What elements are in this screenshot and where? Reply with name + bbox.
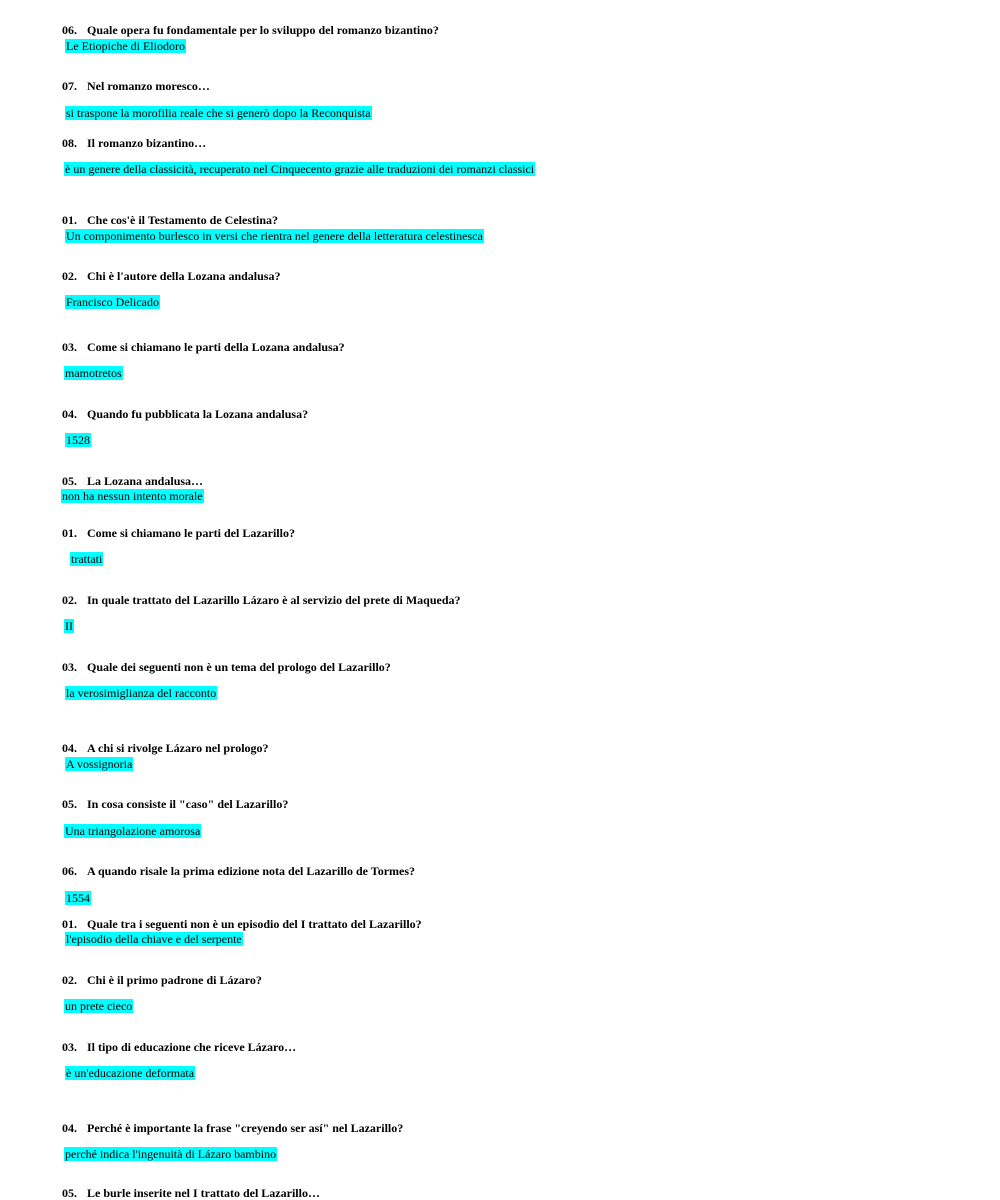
question-line [62,526,295,540]
answer-highlight: mamotretos [65,366,122,380]
question-number: 03. [62,660,77,674]
question-line [62,660,391,674]
question-line [62,741,269,755]
question-text: La Lozana andalusa… [87,474,204,488]
answer-highlight: l'episodio della chiave e del serpente [66,932,242,946]
answer-highlight: si traspone la morofilia reale che si generò dopo la Reconquista [66,106,371,120]
question-line [62,973,262,987]
question-line [62,269,280,283]
answer-highlight: II [65,619,73,633]
question-text: Le burle inserite nel I trattato del Lazarillo… [87,1186,320,1200]
question-number: 02. [62,269,77,283]
question-number: 06. [62,864,77,878]
question-text: Chi è il primo padrone di Lázaro? [87,973,262,987]
question-text: A chi si rivolge Lázaro nel prologo? [87,741,269,755]
question-text: Quando fu pubblicata la Lozana andalusa? [87,407,309,421]
question-text: Perché è importante la frase "creyendo ser así" nel Lazarillo? [87,1121,404,1135]
question-text: Come si chiamano le parti della Lozana andalusa? [87,340,345,354]
question-line [62,1040,296,1054]
question-line [62,136,206,150]
question-number: 06. [62,23,77,37]
answer-highlight: 1528 [66,433,90,447]
question-number: 05. [62,1186,77,1200]
question-number: 01. [62,213,77,227]
question-text: Che cos'è il Testamento de Celestina? [87,213,278,227]
question-number: 02. [62,593,77,607]
question-line [62,864,415,878]
question-text: Il romanzo bizantino… [87,136,207,150]
question-number: 08. [62,136,77,150]
answer-highlight: Francisco Delicado [66,295,159,309]
question-number: 04. [62,1121,77,1135]
answer-highlight: 1554 [66,891,90,905]
question-number: 01. [62,526,77,540]
question-line [62,797,288,811]
question-line [62,917,422,931]
question-line [62,340,345,354]
answer-highlight: è un genere della classicità, recuperato nel Cinquecento grazie alle traduzioni dei romanzi classici [65,162,535,176]
question-number: 05. [62,797,77,811]
answer-highlight: Le Etiopiche di Eliodoro [66,39,185,53]
answer-highlight: Un componimento burlesco in versi che rientra nel genere della letteratura celestinesca [66,229,483,243]
question-number: 03. [62,1040,77,1054]
question-number: 02. [62,973,77,987]
question-text: Nel romanzo moresco… [87,79,210,93]
answer-highlight: trattati [71,552,103,566]
question-text: Come si chiamano le parti del Lazarillo? [87,526,295,540]
question-text: Quale tra i seguenti non è un episodio del I trattato del Lazarillo? [87,917,422,931]
question-line [62,79,210,93]
answer-highlight: un prete cieco [65,999,133,1013]
question-line [62,23,439,37]
question-number: 05. [62,474,77,488]
answer-highlight: perché indica l'ingenuità di Lázaro bambino [65,1147,277,1161]
question-line [62,407,308,421]
question-text: Quale opera fu fondamentale per lo sviluppo del romanzo bizantino? [87,23,439,37]
answer-highlight: A vossignoria [66,757,133,771]
question-number: 07. [62,79,77,93]
answer-highlight: non ha nessun intento morale [62,489,203,503]
answer-highlight: è un'educazione deformata [66,1066,195,1080]
question-line [62,1186,320,1200]
question-text: In quale trattato del Lazarillo Lázaro è al servizio del prete di Maqueda? [87,593,461,607]
question-number: 03. [62,340,77,354]
question-line [62,474,203,488]
question-line [62,1121,403,1135]
question-number: 04. [62,741,77,755]
question-text: A quando risale la prima edizione nota del Lazarillo de Tormes? [87,864,416,878]
question-line [62,593,461,607]
answer-highlight: Una triangolazione amorosa [65,824,201,838]
question-text: In cosa consiste il "caso" del Lazarillo? [87,797,289,811]
answer-highlight: la verosimiglianza del racconto [66,686,217,700]
question-number: 04. [62,407,77,421]
question-line [62,213,278,227]
question-text: Chi è l'autore della Lozana andalusa? [87,269,281,283]
question-text: Quale dei seguenti non è un tema del prologo del Lazarillo? [87,660,391,674]
question-number: 01. [62,917,77,931]
question-text: Il tipo di educazione che riceve Lázaro… [87,1040,297,1054]
